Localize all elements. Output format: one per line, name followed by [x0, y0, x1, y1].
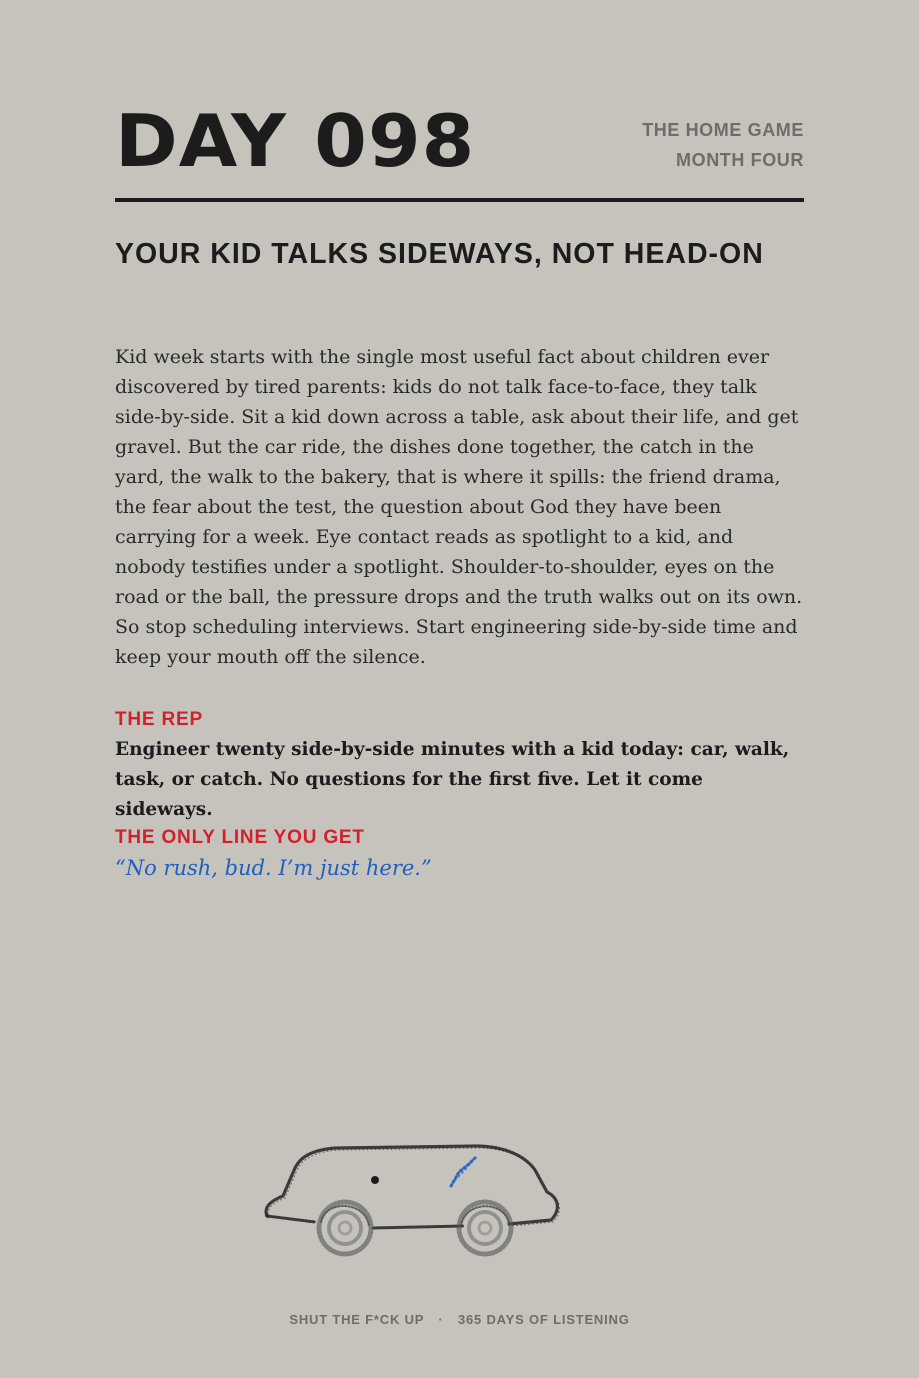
footer-brand: SHUT THE F*CK UP: [289, 1312, 424, 1327]
series-title: THE HOME GAME: [642, 120, 804, 140]
body-text: Kid week starts with the single most useful fact about children ever discovered by tired parents: kids do not talk face-to-face, they talk side-by-side. Sit a kid down across a table, ask about their life, and get gravel. But the car ride, the dishes done together, the catch in the yard, the walk to the bakery, that is where it spills: the friend drama, the fear about the test, the question about God they have been carrying for a week. Eye contact reads as spotlight to a kid, and nobody testifies under a spotlight. Shoulder-to-shoulder, eyes on the road or the ball, the pressure drops and the truth walks out on its own. So stop scheduling interviews. Start engineering side-by-side time and keep your mouth off the silence.: [115, 346, 803, 668]
only-line-quote: “No rush, bud. I’m just here.”: [115, 856, 432, 880]
rep-text: Engineer twenty side-by-side minutes with a kid today: car, walk, task, or catch. No questions for the first five. Let it come sideways.: [115, 739, 790, 820]
rep-label: THE REP: [115, 709, 203, 730]
only-line-label: THE ONLY LINE YOU GET: [115, 827, 365, 848]
footer-separator: ·: [438, 1312, 444, 1327]
headline: YOUR KID TALKS SIDEWAYS, NOT HEAD-ON: [115, 238, 764, 270]
header: [115, 100, 804, 202]
day-title: DAY 098: [115, 99, 476, 183]
footer-tagline: 365 DAYS OF LISTENING: [457, 1312, 630, 1327]
car-sketch-icon: [255, 1130, 575, 1270]
page: [115, 0, 804, 1378]
month-label: MONTH FOUR: [676, 150, 804, 170]
footer: [115, 1310, 804, 1330]
header-meta: [642, 115, 804, 175]
